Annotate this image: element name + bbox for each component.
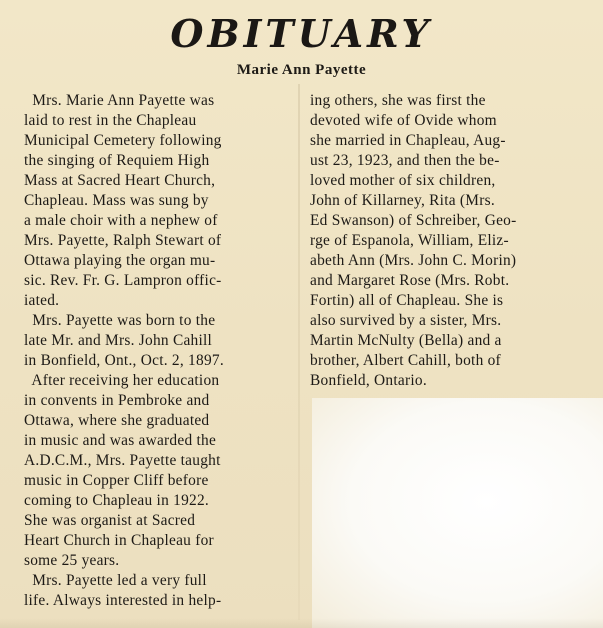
- text-line: laid to rest in the Chapleau: [24, 112, 197, 129]
- text-line: Mrs. Payette was born to the: [24, 312, 216, 329]
- text-line: ust 23, 1923, and then the be-: [310, 152, 500, 169]
- text-line: sic. Rev. Fr. G. Lampron offic-: [24, 272, 222, 289]
- text-line: in convents in Pembroke and: [24, 392, 210, 409]
- text-line: Mrs. Marie Ann Payette was: [24, 92, 215, 109]
- deceased-name: Marie Ann Payette: [236, 62, 367, 78]
- text-line: Ottawa playing the organ mu-: [24, 252, 216, 269]
- right-column: [310, 91, 595, 391]
- text-line: in music and was awarded the: [24, 432, 217, 449]
- text-line: music in Copper Cliff before: [24, 472, 209, 489]
- text-line: Ottawa, where she graduated: [24, 412, 210, 429]
- text-line: Bonfield, Ontario.: [310, 372, 427, 389]
- text-line: life. Always interested in help-: [24, 592, 222, 609]
- text-line: Chapleau. Mass was sung by: [24, 192, 209, 209]
- text-line: rge of Espanola, William, Eliz-: [310, 232, 509, 249]
- text-line: also survived by a sister, Mrs.: [310, 312, 502, 329]
- text-line: iated.: [24, 292, 60, 309]
- text-line: and Margaret Rose (Mrs. Robt.: [310, 272, 510, 289]
- text-line: After receiving her education: [24, 372, 220, 389]
- text-line: she married in Chapleau, Aug-: [310, 132, 506, 149]
- text-line: Mrs. Payette, Ralph Stewart of: [24, 232, 222, 249]
- text-line: brother, Albert Cahill, both of: [310, 352, 501, 369]
- text-line: ing others, she was first the: [310, 92, 486, 109]
- column-gutter: [298, 84, 300, 620]
- text-line: abeth Ann (Mrs. John C. Morin): [310, 252, 517, 269]
- faded-blank-area: [312, 398, 603, 628]
- text-line: devoted wife of Ovide whom: [310, 112, 497, 129]
- text-line: Ed Swanson) of Schreiber, Geo-: [310, 212, 517, 229]
- text-line: Heart Church in Chapleau for: [24, 532, 214, 549]
- text-line: in Bonfield, Ont., Oct. 2, 1897.: [24, 352, 224, 369]
- text-line: Mass at Sacred Heart Church,: [24, 172, 216, 189]
- text-line: some 25 years.: [24, 552, 120, 569]
- left-column: [24, 91, 294, 611]
- text-line: coming to Chapleau in 1922.: [24, 492, 209, 509]
- obituary-heading: OBITUARY: [170, 11, 433, 56]
- text-line: the singing of Requiem High: [24, 152, 210, 169]
- text-line: John of Killarney, Rita (Mrs.: [310, 192, 495, 209]
- text-line: She was organist at Sacred: [24, 512, 196, 529]
- text-line: Municipal Cemetery following: [24, 132, 222, 149]
- text-line: a male choir with a nephew of: [24, 212, 218, 229]
- text-line: A.D.C.M., Mrs. Payette taught: [24, 452, 221, 469]
- text-line: late Mr. and Mrs. John Cahill: [24, 332, 213, 349]
- text-line: loved mother of six children,: [310, 172, 496, 189]
- text-line: Mrs. Payette led a very full: [24, 572, 207, 589]
- text-line: Martin McNulty (Bella) and a: [310, 332, 502, 349]
- text-line: Fortin) all of Chapleau. She is: [310, 292, 504, 309]
- clipping-bottom-edge: [0, 618, 603, 628]
